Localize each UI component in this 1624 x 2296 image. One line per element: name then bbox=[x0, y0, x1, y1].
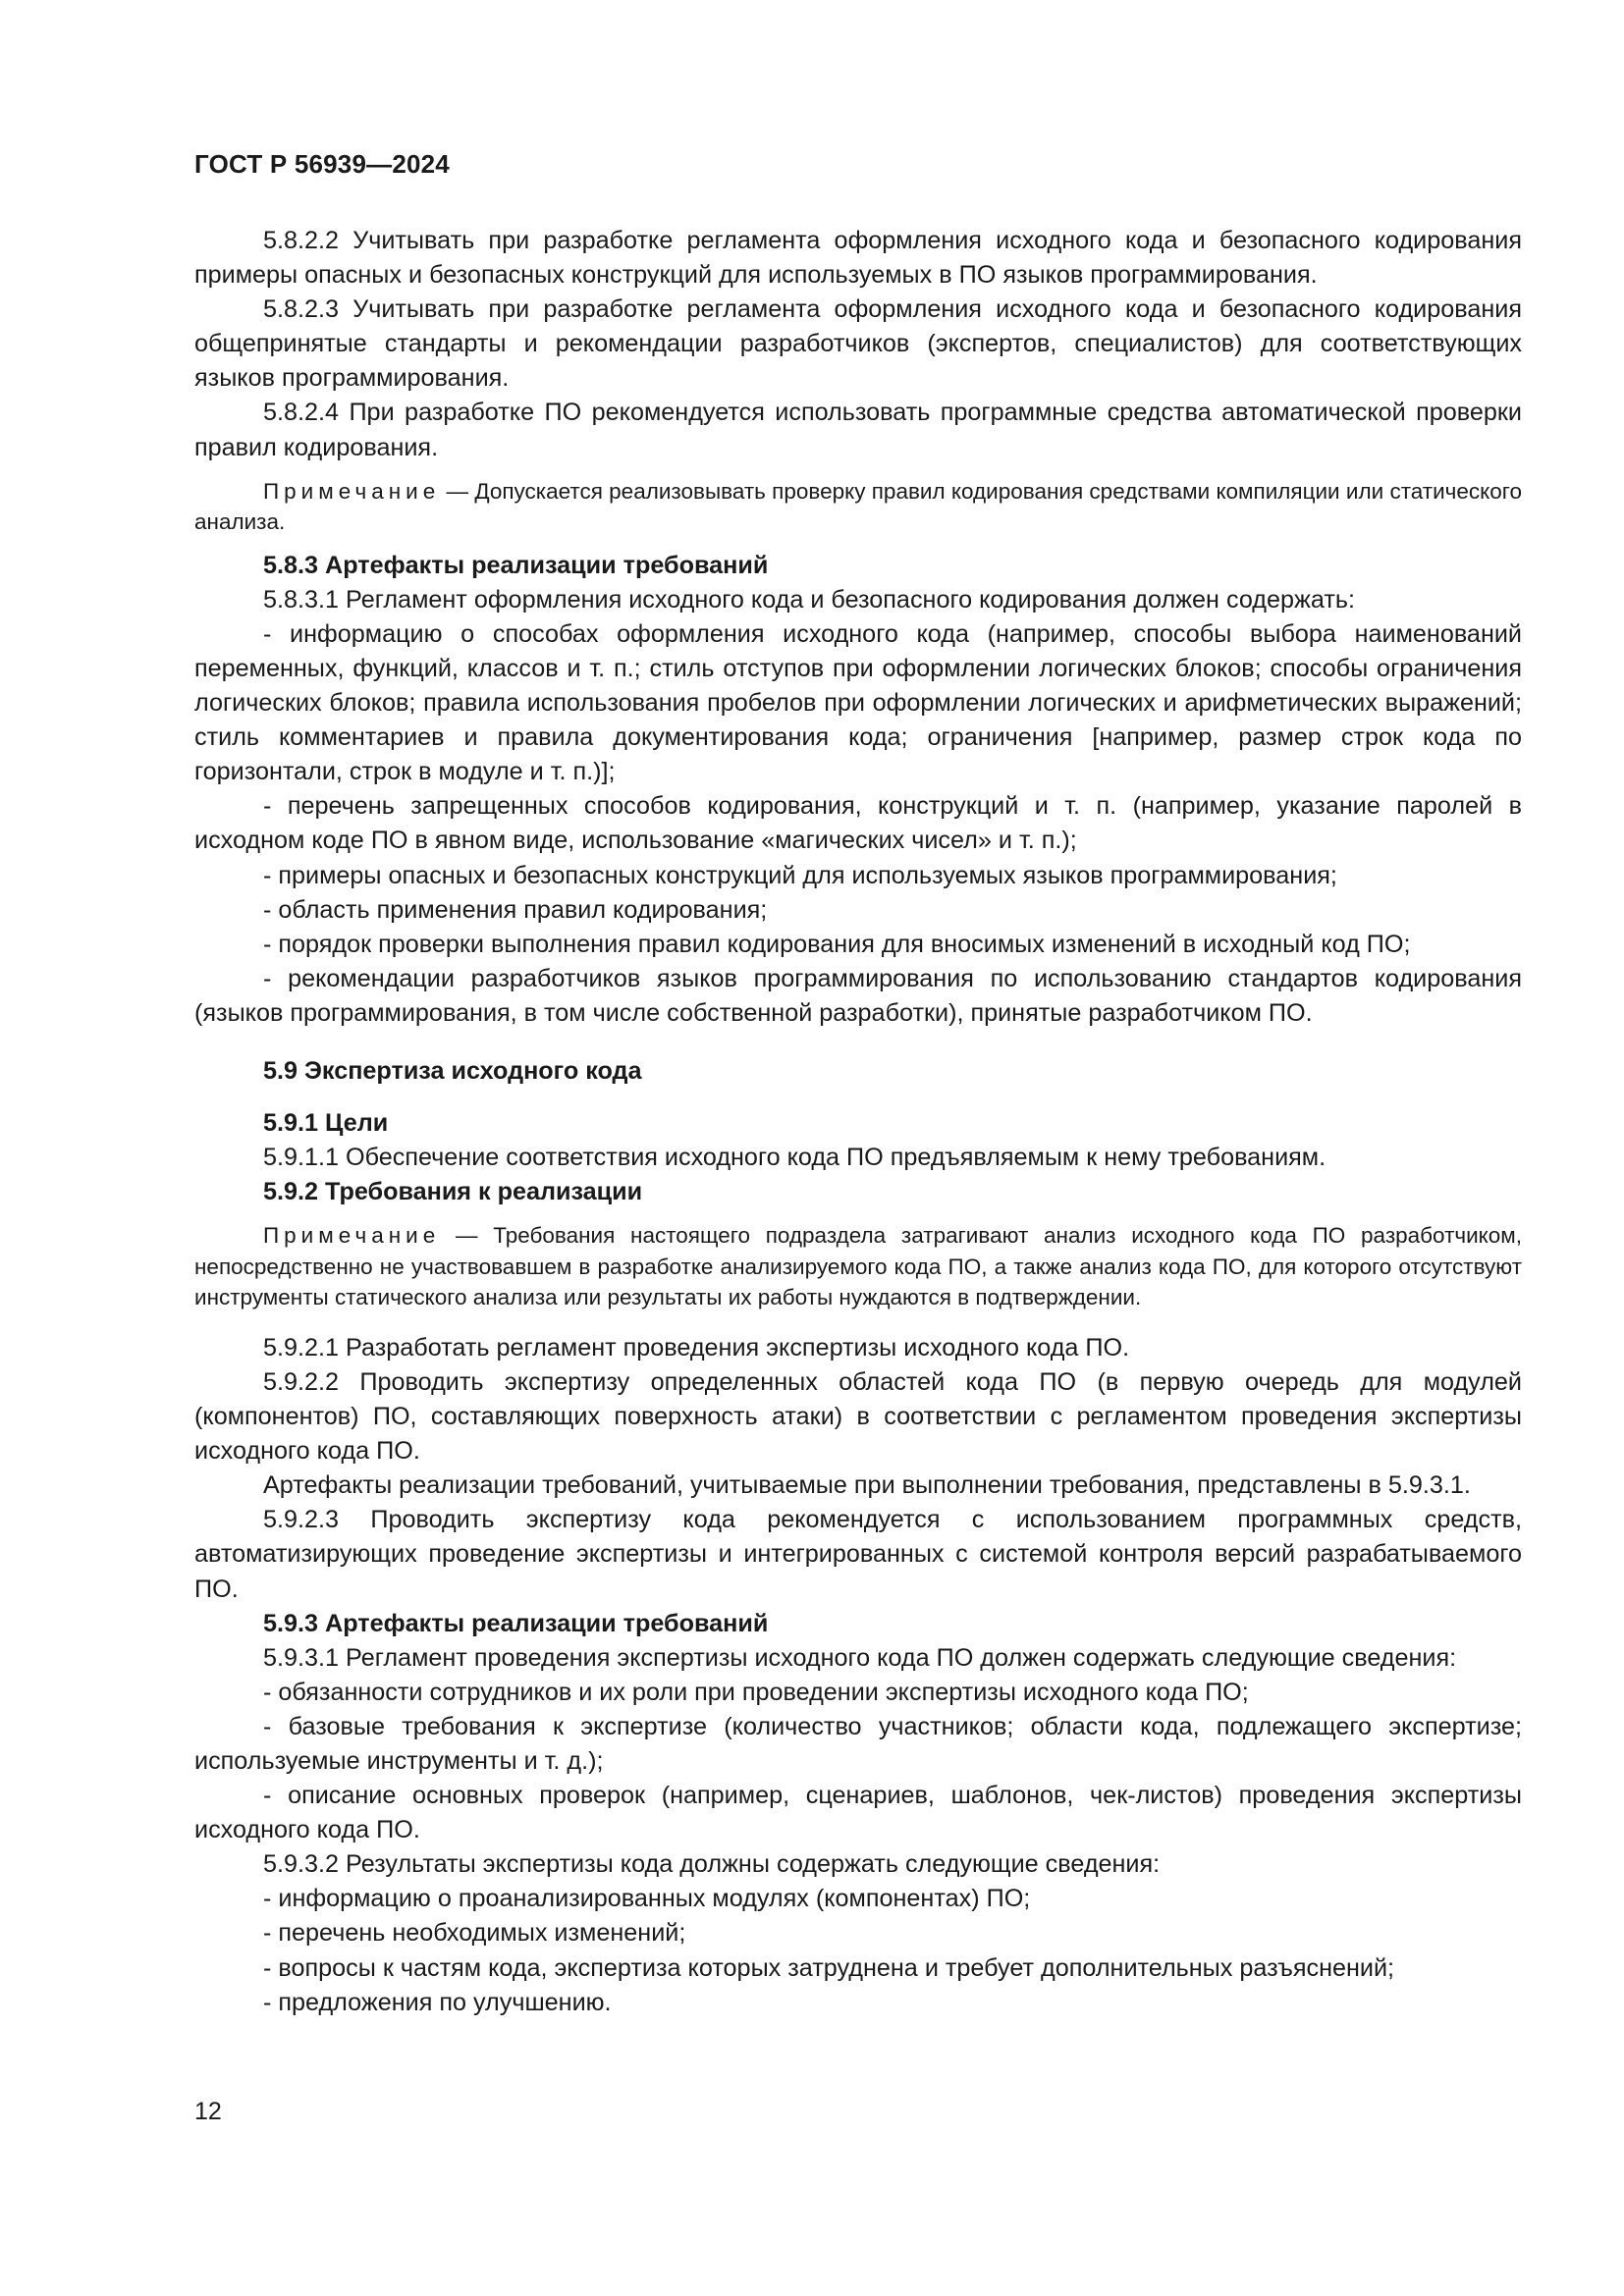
heading-5-9-1: 5.9.1 Цели bbox=[263, 1109, 389, 1138]
paragraph-5-9-3-1: 5.9.3.1 Регламент проведения экспертизы исходного кода ПО должен содержать следующие сведения: bbox=[263, 1643, 1457, 1672]
heading-5-9: 5.9 Экспертиза исходного кода bbox=[263, 1056, 642, 1085]
note-text: — Требования настоящего подраздела затрагивают анализ исходного кода ПО разработчиком, непосредственно не участвовавшем в разработке анализируемого кода ПО, а также анализ кода ПО, для которого отсутствуют инструменты статического анализа или результаты их работы нуждаются в подтверждении. bbox=[194, 1223, 1522, 1310]
page-number: 12 bbox=[194, 2098, 222, 2125]
paragraph-5-8-2-4: 5.8.2.4 При разработке ПО рекомендуется использовать программные средства автоматической проверки правил кодирования. bbox=[194, 399, 1522, 461]
list-item: - порядок проверки выполнения правил кодирования для вносимых изменений в исходный код ПО; bbox=[263, 930, 1411, 958]
note-review-scope bbox=[194, 1220, 1522, 1313]
note-label: Примечание bbox=[263, 1223, 441, 1249]
paragraph-artifacts-reference: Артефакты реализации требований, учитываемые при выполнении требования, представлены в 5.9.3.1. bbox=[263, 1471, 1471, 1500]
document-header: ГОСТ Р 56939—2024 bbox=[194, 149, 450, 179]
paragraph-5-8-2-3: 5.8.2.3 Учитывать при разработке регламента оформления исходного кода и безопасного кодирования общепринятые стандарты и рекомендации разработчиков (экспертов, специалистов) для соответствующих языков программирования. bbox=[194, 295, 1522, 393]
list-item: - информацию о проанализированных модулях (компонентах) ПО; bbox=[263, 1885, 1031, 1913]
paragraph-5-9-2-3: 5.9.2.3 Проводить экспертизу кода рекомендуется с использованием программных средств, автоматизирующих проведение экспертизы и интегрированных с системой контроля версий разрабатываемого ПО. bbox=[194, 1506, 1522, 1603]
list-item: - вопросы к частям кода, экспертиза которых затруднена и требует дополнительных разъяснений; bbox=[263, 1953, 1395, 1982]
list-item: - обязанности сотрудников и их роли при проведении экспертизы исходного кода ПО; bbox=[263, 1678, 1249, 1706]
paragraph-5-8-3-1: 5.8.3.1 Регламент оформления исходного кода и безопасного кодирования должен содержать: bbox=[263, 585, 1355, 614]
list-item: - описание основных проверок (например, сценариев, шаблонов, чек-листов) проведения экспертизы исходного кода ПО. bbox=[194, 1782, 1522, 1844]
paragraph-5-9-3-2: 5.9.3.2 Результаты экспертизы кода должны содержать следующие сведения: bbox=[263, 1850, 1161, 1879]
list-item: - базовые требования к экспертизе (количество участников; области кода, подлежащего экспертизе; используемые инструменты и т. д.); bbox=[194, 1712, 1522, 1775]
page-body bbox=[194, 224, 1522, 2020]
list-item: - предложения по улучшению. bbox=[263, 1988, 612, 2016]
list-item: - область применения правил кодирования; bbox=[263, 895, 768, 924]
paragraph-5-9-1-1: 5.9.1.1 Обеспечение соответствия исходного кода ПО предъявляемым к нему требованиям. bbox=[263, 1144, 1326, 1172]
note-text: — Допускается реализовывать проверку правил кодирования средствами компиляции или статического анализа. bbox=[194, 478, 1522, 535]
note-coding-check bbox=[194, 476, 1522, 538]
list-item: - рекомендации разработчиков языков программирования по использованию стандартов кодирования (языков программирования, в том числе собственной разработки), принятые разработчиком ПО. bbox=[194, 964, 1522, 1027]
list-item: - перечень запрещенных способов кодирования, конструкций и т. п. (например, указание паролей в исходном коде ПО в явном виде, использование «магических чисел» и т. п.); bbox=[194, 792, 1522, 855]
heading-5-8-3: 5.8.3 Артефакты реализации требований bbox=[263, 551, 769, 579]
heading-5-9-3: 5.9.3 Артефакты реализации требований bbox=[263, 1609, 769, 1637]
heading-5-9-2: 5.9.2 Требования к реализации bbox=[263, 1178, 643, 1206]
paragraph-5-9-2-2: 5.9.2.2 Проводить экспертизу определенных областей кода ПО (в первую очередь для модулей (компонентов) ПО, составляющих поверхность атаки) в соответствии с регламентом проведения экспертизы исходного кода ПО. bbox=[194, 1367, 1522, 1466]
paragraph-5-8-2-2: 5.8.2.2 Учитывать при разработке регламента оформления исходного кода и безопасного кодирования примеры опасных и безопасных конструкций для используемых в ПО языков программирования. bbox=[194, 227, 1522, 290]
paragraph-5-9-2-1: 5.9.2.1 Разработать регламент проведения экспертизы исходного кода ПО. bbox=[263, 1333, 1130, 1362]
list-item: - примеры опасных и безопасных конструкций для используемых языков программирования; bbox=[263, 861, 1337, 889]
note-label: Примечание bbox=[263, 478, 441, 504]
list-item: - перечень необходимых изменений; bbox=[263, 1919, 686, 1948]
list-item: - информацию о способах оформления исходного кода (например, способы выбора наименований переменных, функций, классов и т. п.; стиль отступов при оформлении логических блоков; способы ограничения логических блоков; правила использования пробелов при оформлении логических и арифметических выражений; стиль комментариев и правила документирования кода; ограничения [например, размер строк кода по горизонтали, строк в модуле и т. п.)]; bbox=[194, 619, 1522, 786]
